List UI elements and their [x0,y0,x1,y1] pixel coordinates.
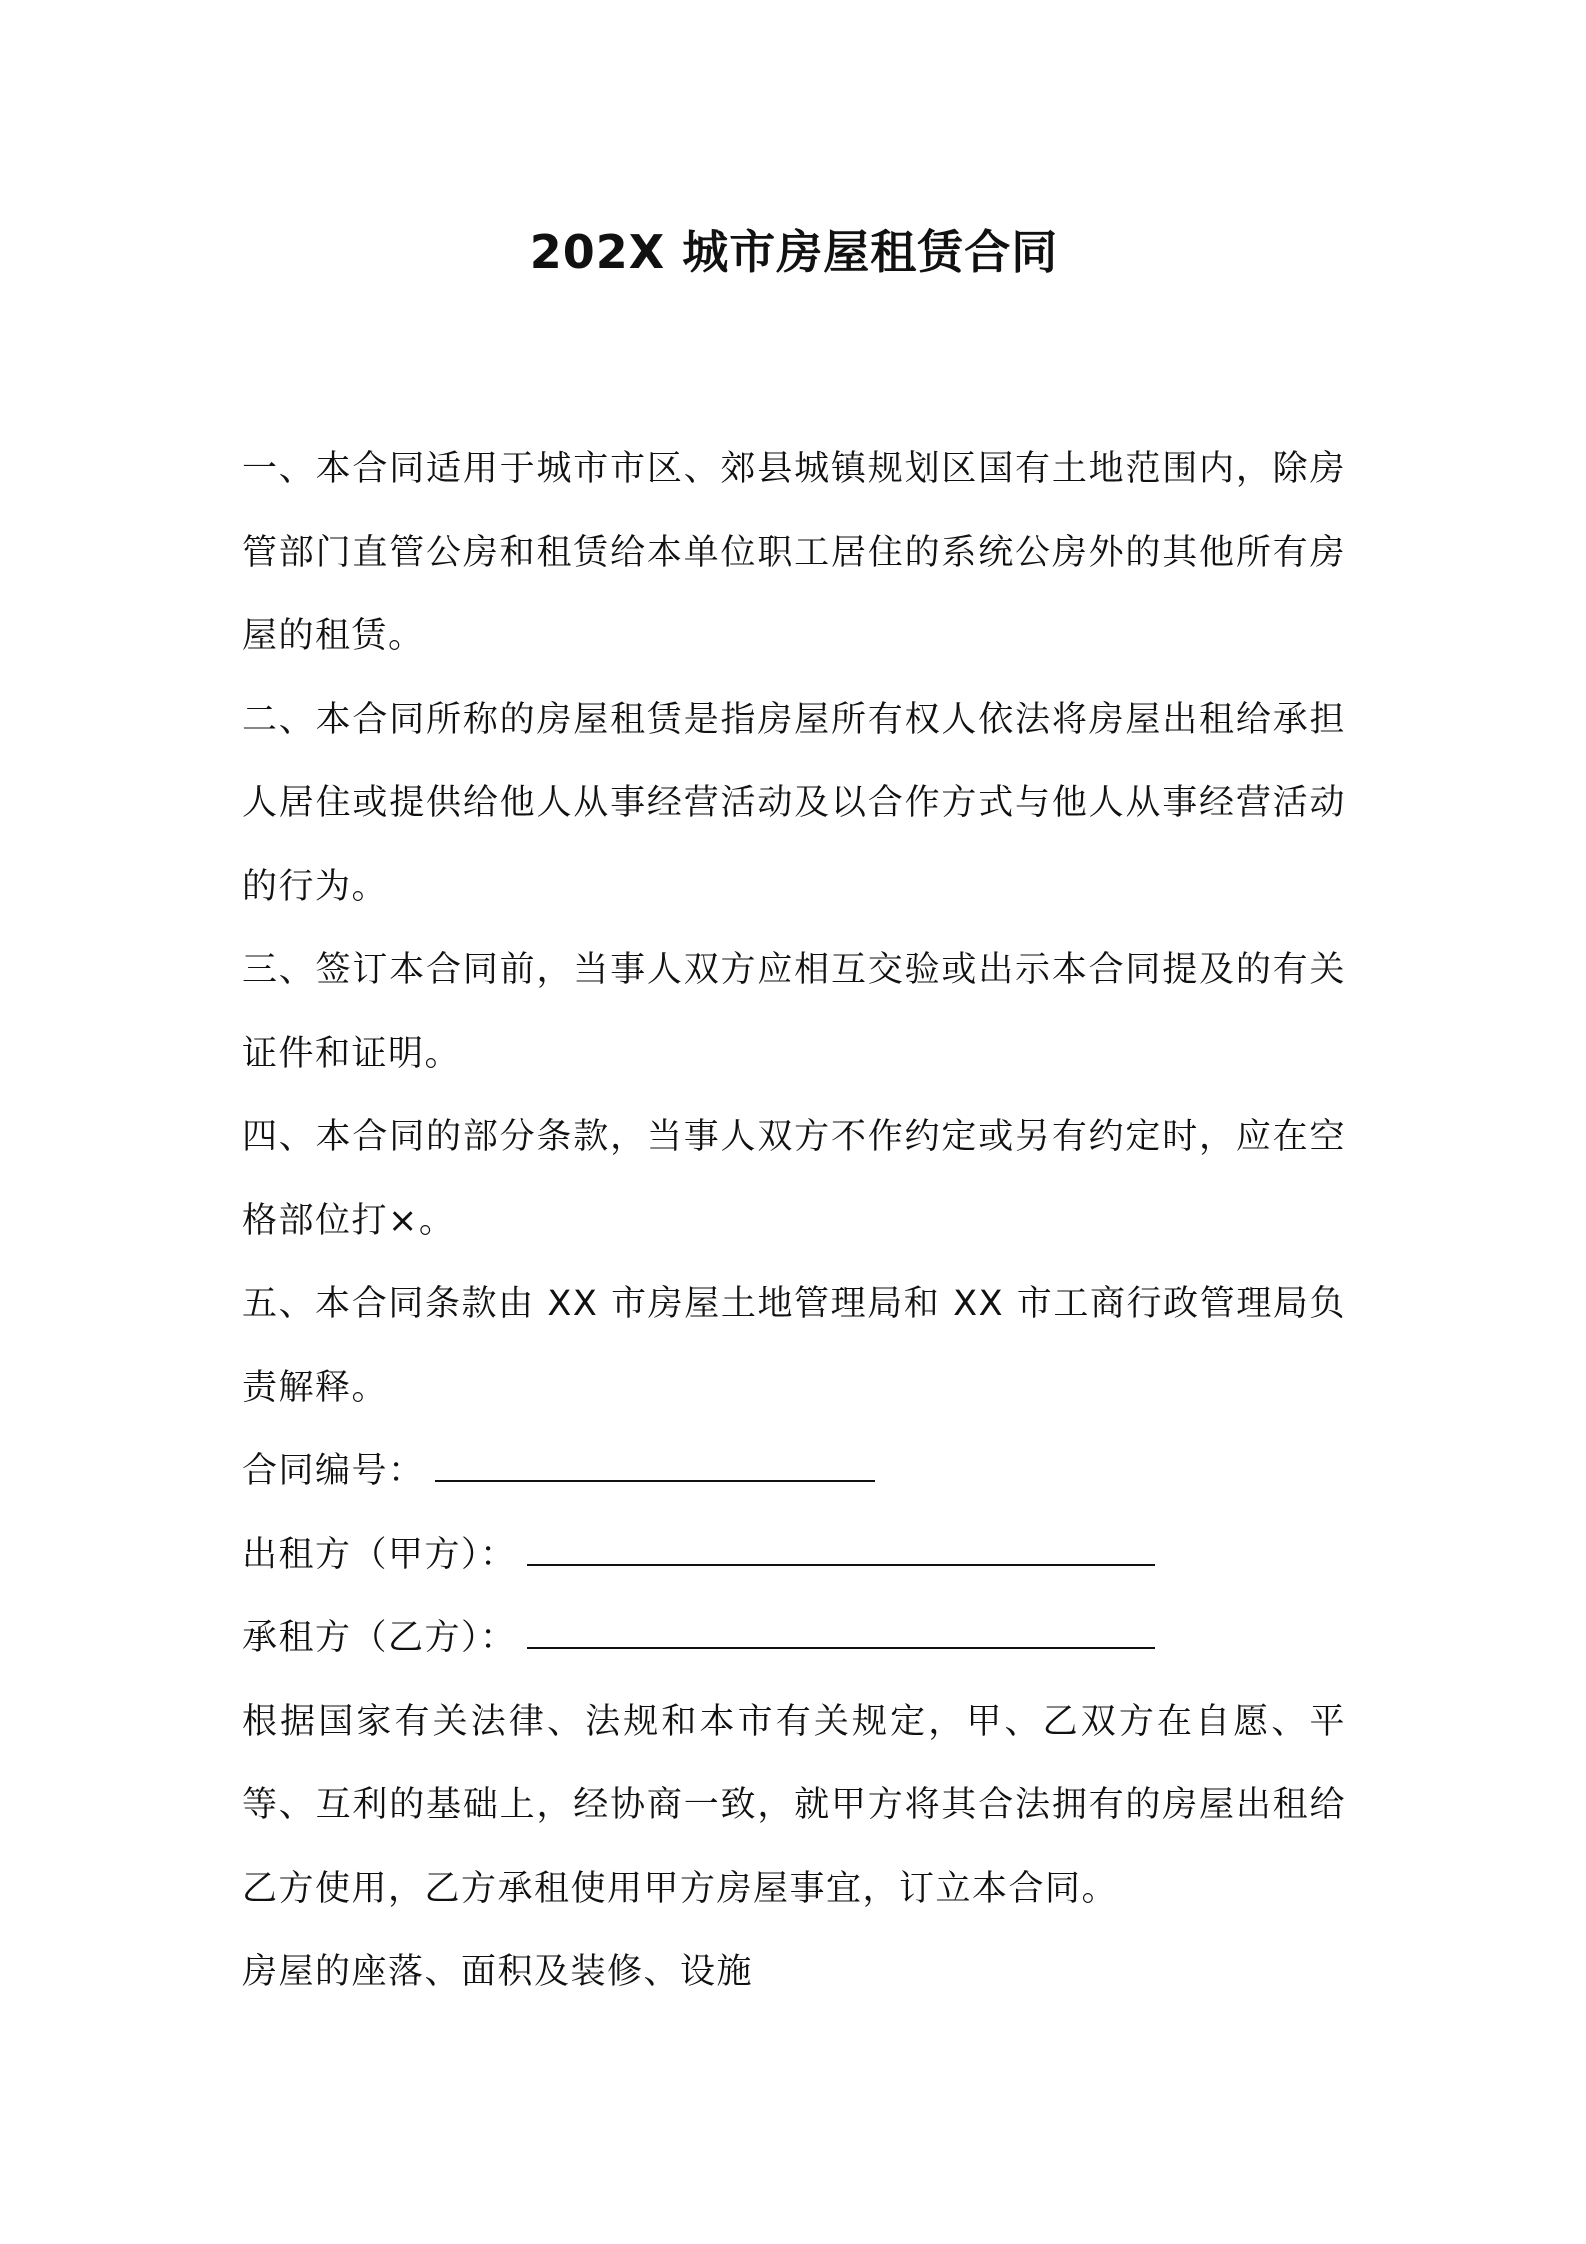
lessor-blank[interactable] [527,1534,1155,1566]
lessee-label: 承租方（乙方）： [242,1618,517,1658]
lessor-label: 出租方（甲方）： [242,1534,517,1575]
document-body [242,428,1346,2015]
section-heading: 房屋的座落、面积及装修、设施 [242,1952,754,1992]
document-title: 202X 城市房屋租赁合同 [529,225,1059,279]
clause-2: 二、本合同所称的房屋租赁是指房屋所有权人依法将房屋出租给承担人居住或提供给他人从事经营活动及以合作方式与他人从事经营活动的行为。 [242,699,1346,907]
lessee-blank[interactable] [527,1617,1155,1649]
preamble-paragraph: 根据国家有关法律、法规和本市有关规定，甲、乙双方在自愿、平等、互利的基础上，经协商一致，就甲方将其合法拥有的房屋出租给乙方使用，乙方承租使用甲方房屋事宜，订立本合同。 [242,1701,1346,1909]
clause-4: 四、本合同的部分条款，当事人双方不作约定或另有约定时，应在空格部位打×。 [242,1117,1346,1241]
contract-number-label: 合同编号： [242,1451,425,1491]
lessee-field [242,1597,1346,1681]
lessor-field [242,1514,1346,1598]
clause-1: 一、本合同适用于城市市区、郊县城镇规划区国有土地范围内，除房管部门直管公房和租赁给本单位职工居住的系统公房外的其他所有房屋的租赁。 [242,449,1346,656]
contract-number-field [242,1430,1346,1514]
contract-number-blank[interactable] [435,1450,875,1482]
clause-3: 三、签订本合同前，当事人双方应相互交验或出示本合同提及的有关证件和证明。 [242,950,1346,1074]
clause-5: 五、本合同条款由 XX 市房屋土地管理局和 XX 市工商行政管理局负责解释。 [242,1284,1346,1408]
